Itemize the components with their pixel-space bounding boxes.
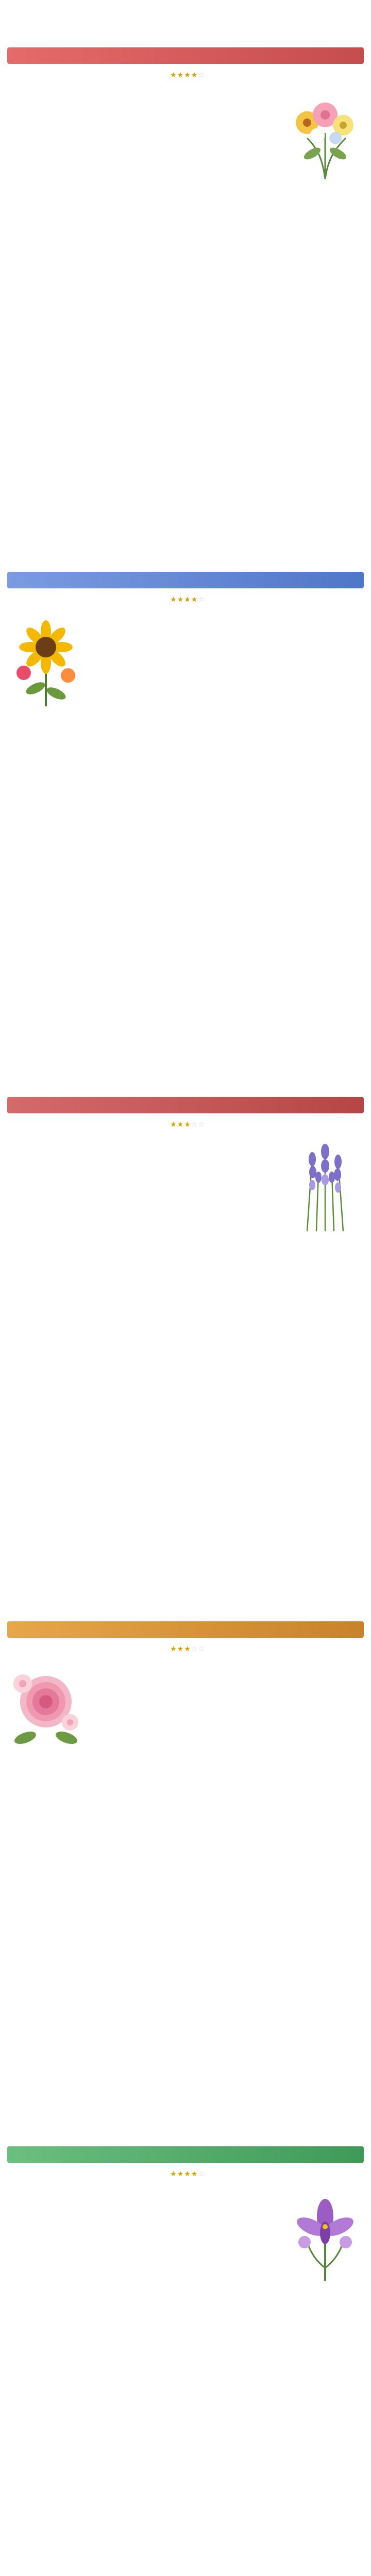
stars-filled: ★★★ [170, 1645, 191, 1654]
section-banner [7, 1061, 364, 1092]
essay-title-row [7, 2167, 364, 2181]
theme-bar [7, 47, 364, 64]
peony-icon [7, 1660, 85, 1758]
stars-empty: ☆☆ [191, 1645, 205, 1654]
section-banner [7, 2110, 364, 2141]
theme-bar [7, 1621, 364, 1638]
stars-filled: ★★★★ [170, 596, 198, 604]
sunflower-icon [7, 611, 85, 709]
stars-filled: ★★★★ [170, 2170, 198, 2178]
rating-stars [170, 2170, 205, 2178]
stars-empty: ☆ [198, 71, 205, 79]
flower-bouquet-icon [286, 87, 364, 184]
rating-stars [170, 1121, 205, 1129]
stars-empty: ☆ [198, 596, 205, 604]
essay-title-row [7, 1117, 364, 1132]
section-banner [7, 536, 364, 567]
theme-bar [7, 572, 364, 588]
theme-bar [7, 1097, 364, 1113]
stars-filled: ★★★ [170, 1120, 191, 1129]
section-3 [7, 1049, 364, 1574]
rating-stars [170, 596, 205, 604]
essay-title-row [7, 1642, 364, 1656]
section-banner [7, 11, 364, 42]
stars-empty: ☆☆ [191, 1120, 205, 1129]
section-banner [7, 1585, 364, 1616]
theme-bar [7, 2146, 364, 2163]
rating-stars [170, 71, 205, 79]
section-4 [7, 1574, 364, 2098]
section-5 [7, 2099, 364, 2576]
lavender-icon [286, 1136, 364, 1234]
stars-filled: ★★★★ [170, 71, 198, 79]
section-1 [7, 0, 364, 524]
rating-stars [170, 1645, 205, 1653]
purple-iris-icon [286, 2185, 364, 2283]
section-2 [7, 524, 364, 1049]
stars-empty: ☆ [198, 2170, 205, 2178]
essay-title-row [7, 592, 364, 607]
essay-title-row [7, 68, 364, 82]
